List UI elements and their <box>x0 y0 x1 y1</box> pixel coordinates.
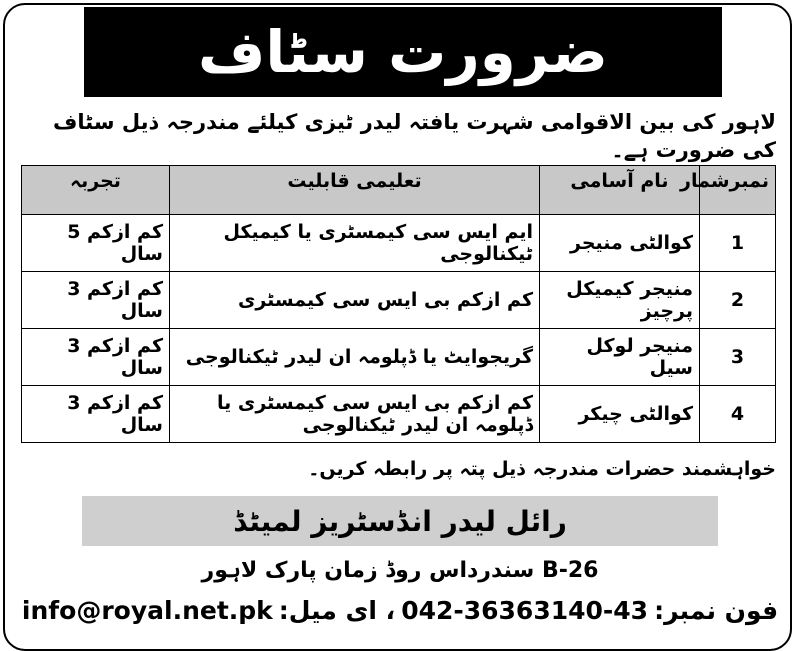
table-row <box>22 215 776 272</box>
header-num: نمبرشمار <box>700 166 776 215</box>
row-experience: کم ازکم 3 سال <box>22 386 170 443</box>
contact-instruction: خواہشمند حضرات مندرجہ ذیل پتہ پر رابطہ کریں۔ <box>308 458 776 480</box>
header-experience: تجربہ <box>22 166 170 215</box>
row-qualification: گریجوایٹ یا ڈپلومہ ان لیدر ٹیکنالوجی <box>170 329 540 386</box>
phone-label: فون نمبر: <box>654 596 779 625</box>
row-num: 2 <box>700 272 776 329</box>
table-row <box>22 272 776 329</box>
company-name-box <box>82 496 718 546</box>
row-experience: کم ازکم 3 سال <box>22 272 170 329</box>
page-title-text: ضرورت سٹاف <box>198 18 608 86</box>
header-qualification: تعلیمی قابلیت <box>170 166 540 215</box>
header-post: نام آسامی <box>540 166 700 215</box>
email-link[interactable]: info@royal.net.pk <box>21 596 273 625</box>
row-post: کوالٹی منیجر <box>540 215 700 272</box>
company-address: B-26 سندرداس روڈ زمان پارک لاہور <box>201 558 599 583</box>
row-num: 3 <box>700 329 776 386</box>
row-qualification: کم ازکم بی ایس سی کیمسٹری یا ڈپلومہ ان لیدر ٹیکنالوجی <box>170 386 540 443</box>
row-experience: کم ازکم 3 سال <box>22 329 170 386</box>
table-header-row <box>22 166 776 215</box>
row-qualification: ایم ایس سی کیمسٹری یا کیمیکل ٹیکنالوجی <box>170 215 540 272</box>
staff-table <box>21 165 776 443</box>
row-post: کوالٹی چیکر <box>540 386 700 443</box>
table-row <box>22 329 776 386</box>
row-qualification: کم ازکم بی ایس سی کیمسٹری <box>170 272 540 329</box>
contact-details <box>21 596 779 625</box>
page-title <box>84 7 722 97</box>
row-num: 4 <box>700 386 776 443</box>
intro-text: لاہور کی بین الاقوامی شہرت یافتہ لیدر ٹیزی کیلئے مندرجہ ذیل سٹاف کی ضرورت ہے۔ <box>53 110 776 162</box>
row-num: 1 <box>700 215 776 272</box>
row-experience: کم ازکم 5 سال <box>22 215 170 272</box>
row-post: منیجر کیمیکل پرچیز <box>540 272 700 329</box>
table-row <box>22 386 776 443</box>
email-label: ، ای میل: <box>278 596 396 625</box>
row-post: منیجر لوکل سیل <box>540 329 700 386</box>
phone-number[interactable]: 042-36363140-43 <box>401 596 649 625</box>
company-name: رائل لیدر انڈسٹریز لمیٹڈ <box>233 504 567 538</box>
